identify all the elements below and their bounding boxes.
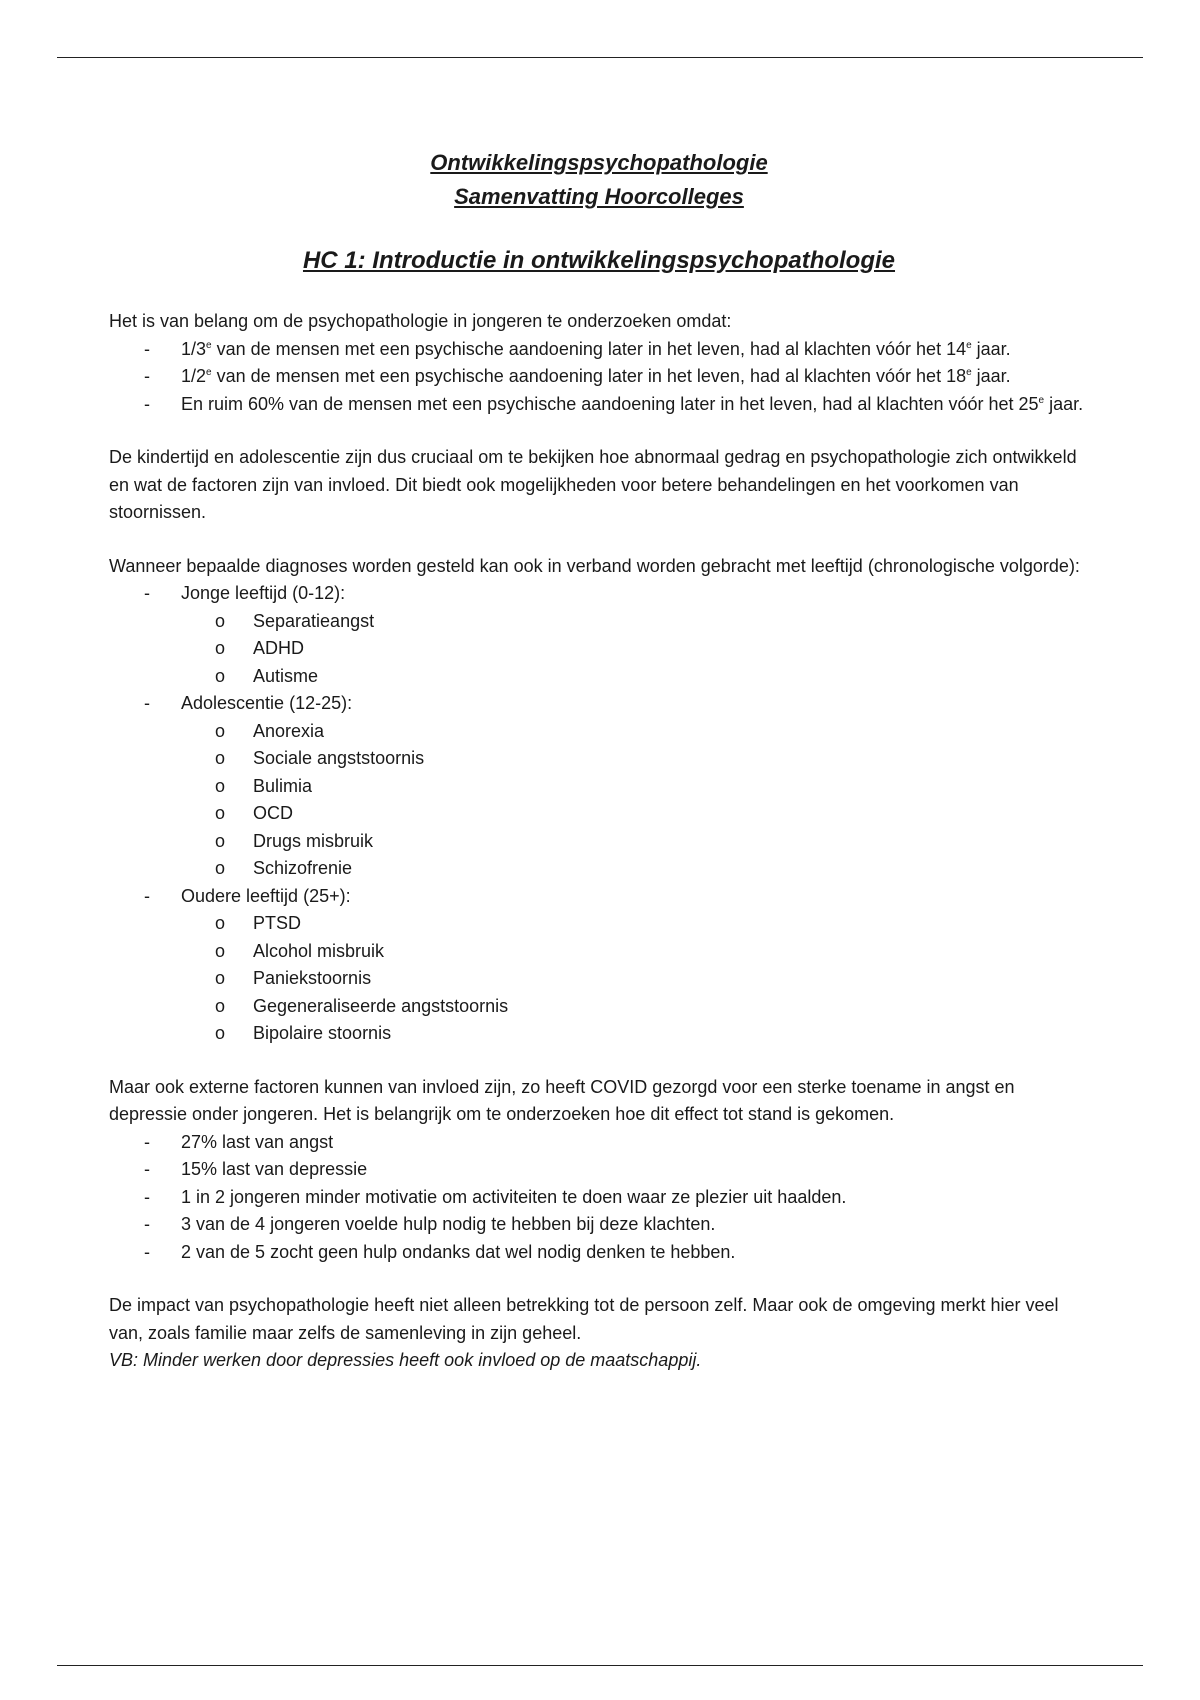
- diagnosis-item: o Schizofrenie: [181, 855, 1089, 883]
- diagnosis-item: o Sociale angststoornis: [181, 745, 1089, 773]
- diagnosis-item: o Paniekstoornis: [181, 965, 1089, 993]
- diagnosis-sublist: [181, 910, 1089, 1048]
- section-title: HC 1: Introductie in ontwikkelingspsychopathologie: [302, 247, 896, 274]
- impact-paragraph: De impact van psychopathologie heeft niet alleen betrekking tot de persoon zelf. Maar ook de omgeving merkt hier veel van, zoals familie maar zelfs de samenleving in zijn geheel.: [109, 1295, 1059, 1343]
- diagnosis-sublist: [181, 608, 1089, 691]
- diagnosis-item: o Bipolaire stoornis: [181, 1020, 1089, 1048]
- age-group-label: Jonge leeftijd (0-12):: [181, 583, 346, 603]
- diagnosis-item: o Gegeneraliseerde angststoornis: [181, 993, 1089, 1021]
- age-group: [109, 690, 1089, 883]
- intro-list: [109, 336, 1089, 419]
- childhood-paragraph: De kindertijd en adolescentie zijn dus cruciaal om te bekijken hoe abnormaal gedrag en psychopathologie zich ontwikkeld en wat de factoren zijn van invloed. Dit biedt ook mogelijkheden voor betere behandelingen en het voorkomen van stoornissen.: [109, 447, 1077, 522]
- diagnosis-item: o ADHD: [181, 635, 1089, 663]
- diagnosis-item: o Autisme: [181, 663, 1089, 691]
- diagnosis-item: o Alcohol misbruik: [181, 938, 1089, 966]
- diagnosis-item: o Separatieangst: [181, 608, 1089, 636]
- impact-example: VB: Minder werken door depressies heeft ook invloed op de maatschappij.: [109, 1350, 702, 1370]
- diagnosis-item: o OCD: [181, 800, 1089, 828]
- document-title: Ontwikkelingspsychopathologie: [430, 150, 768, 175]
- title-block: [109, 146, 1089, 278]
- list-item: - 2 van de 5 zocht geen hulp ondanks dat wel nodig denken te hebben.: [109, 1239, 1089, 1267]
- list-item: - 1 in 2 jongeren minder motivatie om activiteiten te doen waar ze plezier uit haalden.: [109, 1184, 1089, 1212]
- list-item: - 1/2e van de mensen met een psychische aandoening later in het leven, had al klachten vóór het 18e jaar.: [109, 363, 1089, 391]
- document-page: [109, 146, 1089, 1375]
- diagnoses-list: [109, 580, 1089, 1048]
- list-item: - 15% last van depressie: [109, 1156, 1089, 1184]
- diagnoses-lead: Wanneer bepaalde diagnoses worden gesteld kan ook in verband worden gebracht met leeftijd (chronologische volgorde):: [109, 555, 1080, 576]
- list-item: - En ruim 60% van de mensen met een psychische aandoening later in het leven, had al klachten vóór het 25e jaar.: [109, 391, 1089, 419]
- list-item: - 1/3e van de mensen met een psychische aandoening later in het leven, had al klachten vóór het 14e jaar.: [109, 336, 1089, 364]
- covid-list: [109, 1129, 1089, 1267]
- list-item: - 27% last van angst: [109, 1129, 1089, 1157]
- document-subtitle: Samenvatting Hoorcolleges: [454, 184, 744, 209]
- age-group-label: Oudere leeftijd (25+):: [181, 885, 351, 906]
- age-group-label: Adolescentie (12-25):: [181, 693, 353, 713]
- intro-lead: Het is van belang om de psychopathologie in jongeren te onderzoeken omdat:: [109, 311, 732, 331]
- diagnosis-item: o Bulimia: [181, 773, 1089, 801]
- diagnosis-sublist: [181, 718, 1089, 883]
- diagnosis-item: o Drugs misbruik: [181, 828, 1089, 856]
- footer-rule: [57, 1665, 1143, 1666]
- age-group: [109, 883, 1089, 1048]
- diagnosis-item: o Anorexia: [181, 718, 1089, 746]
- list-item: - 3 van de 4 jongeren voelde hulp nodig te hebben bij deze klachten.: [109, 1211, 1089, 1239]
- header-rule: [57, 57, 1143, 58]
- age-group: [109, 580, 1089, 690]
- diagnosis-item: o PTSD: [181, 910, 1089, 938]
- covid-paragraph: Maar ook externe factoren kunnen van invloed zijn, zo heeft COVID gezorgd voor een sterke toename in angst en depressie onder jongeren. Het is belangrijk om te onderzoeken hoe dit effect tot stand is gekomen.: [109, 1076, 1015, 1124]
